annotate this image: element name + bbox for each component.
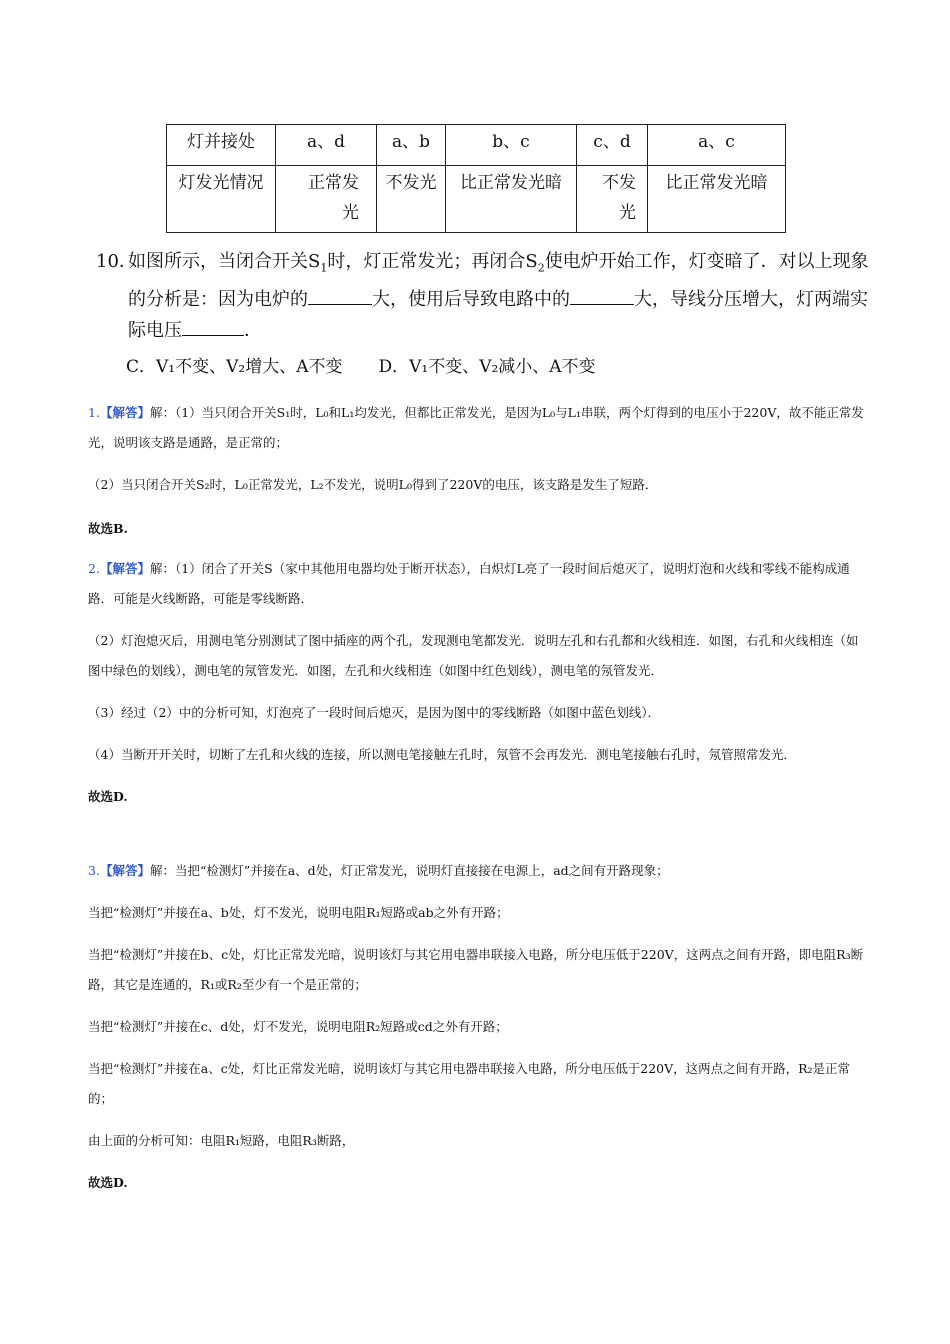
table-cell: a、d <box>276 125 377 166</box>
answer-selection: 故选D. <box>88 1175 128 1190</box>
answer-paragraph: （2）当只闭合开关S₂时，L₀正常发光，L₂不发光，说明L₀得到了220V的电压，该支路是发生了短路． <box>88 477 658 492</box>
answer-blank[interactable] <box>570 286 634 305</box>
answer-paragraph: 由上面的分析可知：电阻R₁短路，电阻R₃断路， <box>88 1133 355 1148</box>
answer-blank[interactable] <box>182 317 244 336</box>
answer-paragraph: 当把“检测灯”并接在a、b处，灯不发光，说明电阻R₁短路或ab之外有开路； <box>88 905 509 920</box>
answer-blank[interactable] <box>308 286 372 305</box>
answer-1 <box>88 398 868 544</box>
table-header-row <box>167 125 786 166</box>
question-number: 10． <box>96 251 137 272</box>
table-cell: 不发光 <box>377 166 446 233</box>
answer-index: 1. <box>88 405 100 420</box>
lamp-test-table <box>166 124 786 233</box>
question-text-part: 大，使用后导致电路中的 <box>372 288 570 310</box>
answer-selection: 故选D. <box>88 789 128 804</box>
question-text-part: 如图所示，当闭合开关S <box>128 251 321 272</box>
answer-paragraph <box>88 398 868 458</box>
answer-paragraph: （3）经过（2）中的分析可知，灯泡亮了一段时间后熄灭，是因为图中的零线断路（如图中蓝色划线）． <box>88 705 661 720</box>
subscript: 1 <box>320 261 328 275</box>
answer-paragraph: （4）当断开开关时，切断了左孔和火线的连接，所以测电笔接触左孔时，氖管不会再发光．测电笔接触右孔时，氖管照常发光． <box>88 747 796 762</box>
question-10 <box>96 246 876 346</box>
answer-tag: 【解答】 <box>99 405 150 420</box>
option-c: C．V₁不变、V₂增大、A不变 <box>126 357 343 377</box>
answer-tag: 【解答】 <box>99 561 150 576</box>
answer-text: 解：（1）当只闭合开关S₁时，L₀和L₁均发光，但都比正常发光，是因为L₀与L₁串联，两个灯得到的电压小于220V，故不能正常发光，说明该支路是通路，是正常的； <box>88 405 864 450</box>
answer-paragraph: 当把“检测灯”并接在a、c处，灯比正常发光暗，说明该灯与其它用电器串联接入电路，所分电压低于220V，这两点之间有开路，R₂是正常的； <box>88 1061 851 1106</box>
table-cell: a、c <box>648 125 786 166</box>
answer-paragraph: （2）灯泡熄灭后，用测电笔分别测试了图中插座的两个孔，发现测电笔都发光．说明左孔和右孔都和火线相连．如图，右孔和火线相连（如图中绿色的划线），测电笔的氖管发光．如图，左孔和火线相连（如图中红色划线），测电笔的氖管发光． <box>88 633 859 678</box>
table-cell: a、b <box>377 125 446 166</box>
question-text-part: 大，导线分压增大，灯两端实际电压 <box>128 288 868 341</box>
options-row <box>126 352 596 377</box>
answer-index: 3. <box>88 863 100 878</box>
table-cell: 比正常发光暗 <box>648 166 786 233</box>
table-row <box>167 166 786 233</box>
table-cell: 比正常发光暗 <box>446 166 577 233</box>
answer-2 <box>88 554 868 812</box>
answer-paragraph: 当把“检测灯”并接在c、d处，灯不发光，说明电阻R₂短路或cd之外有开路； <box>88 1019 508 1034</box>
answer-3 <box>88 856 868 1198</box>
answer-selection: 故选B. <box>88 521 128 536</box>
question-text-part: 时，灯正常发光；再闭合S <box>327 251 538 272</box>
table-cell-text: 不发光 <box>602 173 636 223</box>
table-cell <box>276 166 377 233</box>
table-cell: 灯发光情况 <box>167 166 276 233</box>
answer-text: 解：当把“检测灯”并接在a、d处，灯正常发光，说明灯直接接在电源上，ad之间有开路现象； <box>149 863 669 878</box>
answer-paragraph <box>88 856 868 886</box>
option-d: D．V₁不变、V₂减小、A不变 <box>378 357 596 377</box>
answer-paragraph: 当把“检测灯”并接在b、c处，灯比正常发光暗，说明该灯与其它用电器串联接入电路，所分电压低于220V，这两点之间有开路，即电阻R₃断路，其它是连通的，R₁或R₂至少有一个是正常的； <box>88 947 864 992</box>
question-text-part: 使电炉开始工作，灯变暗了．对以上现象的分析是：因为电炉的 <box>128 251 869 310</box>
table-cell: c、d <box>577 125 648 166</box>
answer-text: 解：（1）闭合了开关S（家中其他用电器均处于断开状态），白炽灯L亮了一段时间后熄灭了，说明灯泡和火线和零线不能构成通路．可能是火线断路，可能是零线断路． <box>88 561 850 606</box>
question-text-part: ． <box>244 319 262 341</box>
answer-paragraph <box>88 554 868 614</box>
question-text <box>128 246 876 346</box>
table-cell: 灯并接处 <box>167 125 276 166</box>
table-cell: b、c <box>446 125 577 166</box>
answer-index: 2. <box>88 561 100 576</box>
table-cell-text: 正常发光 <box>308 173 359 223</box>
table-cell <box>577 166 648 233</box>
subscript: 2 <box>537 261 545 275</box>
answer-tag: 【解答】 <box>99 863 150 878</box>
